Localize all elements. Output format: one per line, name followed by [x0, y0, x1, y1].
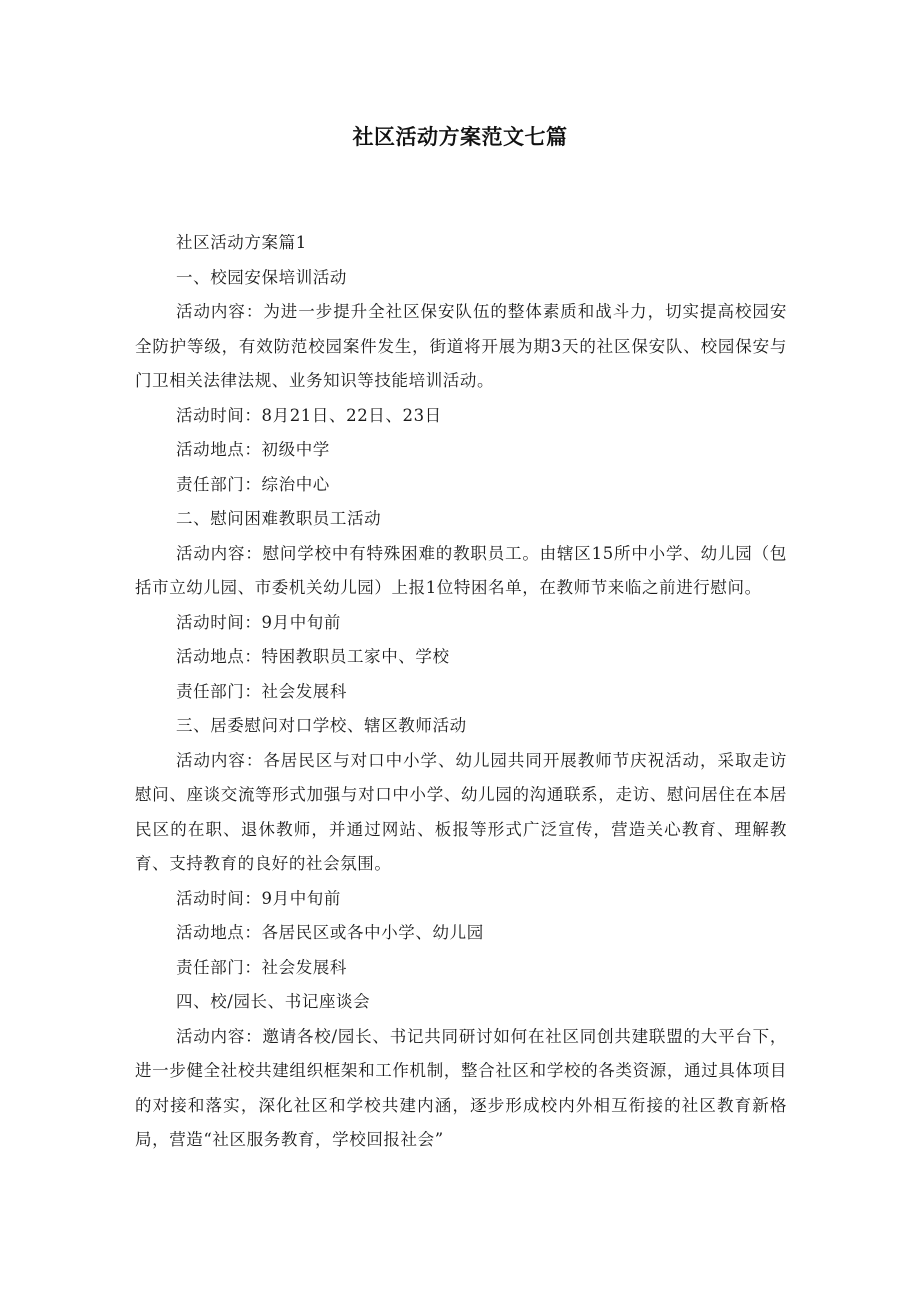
activity-content: 活动内容：各居民区与对口中小学、幼儿园共同开展教师节庆祝活动，采取走访慰问、座谈交流等形式加强与对口中小学、幼儿园的沟通联系，走访、慰问居住在本居民区的在职、退休教师，并通过网站、板报等形式广泛宣传，营造关心教育、理解教育、支持教育的良好的社会氛围。 [135, 750, 787, 873]
subsection-heading: 四、校/园长、书记座谈会 [176, 992, 371, 1011]
activity-content: 活动内容：为进一步提升全社区保安队伍的整体素质和战斗力，切实提高校园安全防护等级，有效防范校园案件发生，街道将开展为期3天的社区保安队、校园保安与门卫相关法律法规、业务知识等技能培训活动。 [135, 302, 787, 390]
activity-content: 活动内容：邀请各校/园长、书记共同研讨如何在社区同创共建联盟的大平台下，进一步健全社校共建组织框架和工作机制，整合社区和学校的各类资源，通过具体项目的对接和落实，深化社区和学校共建内涵，逐步形成校内外相互衔接的社区教育新格局，营造“社区服务教育，学校回报社会” [135, 1026, 787, 1149]
activity-content: 活动内容：慰问学校中有特殊困难的教职员工。由辖区15所中小学、幼儿园（包括市立幼儿园、市委机关幼儿园）上报1位特困名单，在教师节来临之前进行慰问。 [135, 543, 787, 597]
activity-time: 活动时间：8月21日、22日、23日 [176, 405, 442, 425]
subsection-heading: 二、慰问困难教职员工活动 [176, 509, 382, 528]
responsible-department: 责任部门：综治中心 [176, 474, 330, 494]
activity-location: 活动地点：初级中学 [176, 440, 330, 459]
activity-location: 活动地点：特困教职员工家中、学校 [176, 647, 450, 666]
responsible-department: 责任部门：社会发展科 [176, 957, 347, 977]
subsection-heading: 三、居委慰问对口学校、辖区教师活动 [176, 716, 467, 735]
subsection-heading: 一、校园安保培训活动 [176, 267, 347, 287]
document-body [135, 226, 787, 1158]
activity-location: 活动地点：各居民区或各中小学、幼儿园 [176, 923, 484, 942]
responsible-department: 责任部门：社会发展科 [176, 681, 347, 701]
activity-time: 活动时间：9月中旬前 [176, 888, 341, 908]
section-heading: 社区活动方案篇1 [176, 233, 307, 252]
document-title: 社区活动方案范文七篇 [352, 125, 568, 149]
activity-time: 活动时间：9月中旬前 [176, 612, 341, 632]
